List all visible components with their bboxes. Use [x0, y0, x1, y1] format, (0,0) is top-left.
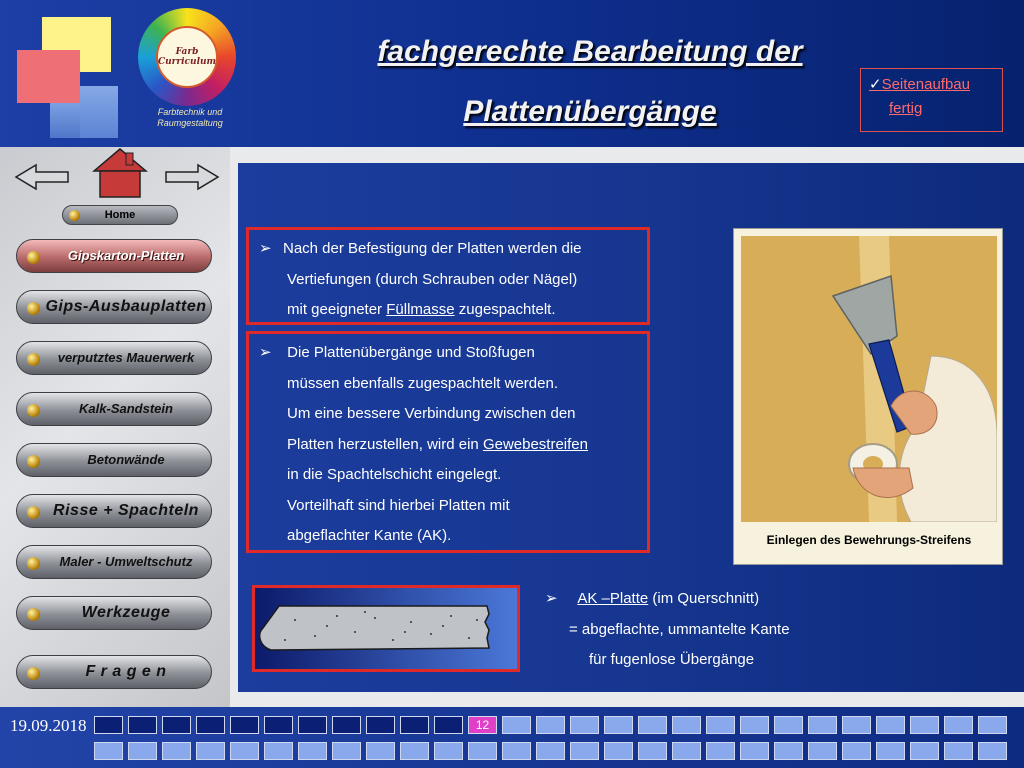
slide-thumb[interactable]	[808, 742, 837, 760]
slide-thumb[interactable]	[196, 742, 225, 760]
slide-thumb[interactable]	[502, 742, 531, 760]
bullet-dot-icon	[27, 404, 40, 417]
slide-thumb[interactable]	[876, 742, 905, 760]
forward-arrow-icon[interactable]	[164, 163, 220, 191]
slide-thumb[interactable]	[298, 716, 327, 734]
ak-line1-post: (im Querschnitt)	[648, 590, 760, 607]
slide-thumb[interactable]	[808, 716, 837, 734]
info-box-1	[246, 227, 650, 325]
slide-thumb[interactable]	[536, 716, 565, 734]
box2-line6: Vorteilhaft sind hierbei Platten mit	[287, 496, 510, 514]
slide-thumb[interactable]	[264, 742, 293, 760]
bullet-dot-icon	[27, 353, 40, 366]
slide-thumb[interactable]	[162, 716, 191, 734]
bullet-dot-icon	[69, 210, 80, 221]
slide-thumb[interactable]	[638, 742, 667, 760]
sidebar-item-label: Risse + Spachteln	[53, 502, 199, 519]
slide-thumb[interactable]	[332, 742, 361, 760]
slide-thumb[interactable]	[604, 716, 633, 734]
slide-thumb[interactable]	[672, 742, 701, 760]
photo-caption: Einlegen des Bewehrungs-Streifens	[766, 533, 972, 547]
decor-square-blue-2	[80, 86, 118, 138]
slide-thumb[interactable]	[842, 716, 871, 734]
slide-thumb[interactable]	[672, 716, 701, 734]
info-box-2	[246, 331, 650, 553]
slide-thumb[interactable]	[706, 716, 735, 734]
box2-line4-pre: Platten herzustellen, wird ein	[287, 435, 483, 453]
photo-frame	[733, 228, 1003, 565]
page-title-line1: fachgerechte Bearbeitung der	[377, 35, 803, 68]
sidebar-item-label: Werkzeuge	[81, 604, 171, 621]
ak-line2: = abgeflachte, ummantelte Kante	[569, 620, 790, 638]
sidebar-item-label: Gips-Ausbauplatten	[45, 298, 207, 315]
sidebar-item-kalk-sandstein[interactable]	[16, 392, 212, 426]
slide-thumb[interactable]	[434, 716, 463, 734]
logo-name-line2: Curriculum	[157, 57, 217, 67]
plate-cross-section-icon	[255, 588, 517, 669]
slide-thumb[interactable]	[740, 716, 769, 734]
slide-nav-row-2	[94, 742, 1007, 760]
arrow-bullet-icon: ➢	[545, 590, 558, 607]
slide-thumb[interactable]	[774, 716, 803, 734]
box2-line7: abgeflachter Kante (AK).	[287, 527, 452, 544]
ak-description	[545, 584, 790, 676]
slide-thumb[interactable]	[128, 742, 157, 760]
slide-thumb[interactable]	[468, 742, 497, 760]
box1-line2: Vertiefungen (durch Schrauben oder Nägel)	[287, 270, 578, 288]
bullet-dot-icon	[27, 557, 40, 570]
sidebar-item-verputztes-mauerwerk[interactable]	[16, 341, 212, 375]
footer	[0, 707, 1024, 768]
sidebar-item-label: Kalk-Sandstein	[79, 401, 173, 416]
photo-tape-application	[741, 236, 997, 522]
slide-thumb[interactable]	[944, 742, 973, 760]
sidebar-item-risse-spachteln[interactable]	[16, 494, 212, 528]
slide-date: 19.09.2018	[10, 716, 87, 735]
box2-line3: Um eine bessere Verbindung zwischen den	[287, 405, 576, 422]
logo-center	[156, 26, 218, 88]
slide-thumb[interactable]	[230, 716, 259, 734]
color-wheel-logo	[138, 8, 236, 106]
page-title	[310, 22, 870, 142]
logo-name-line1: Farb	[175, 47, 199, 57]
slide-thumb[interactable]	[94, 716, 123, 734]
sidebar	[0, 147, 230, 707]
slide-nav-row-1	[94, 716, 1007, 734]
header	[0, 0, 1024, 147]
slide-thumb[interactable]	[944, 716, 973, 734]
box1-line3-pre: mit geeigneter	[287, 301, 387, 318]
logo-caption-line2: Raumgestaltung	[157, 118, 223, 128]
status-text-2[interactable]: fertig	[889, 100, 923, 117]
slide-thumb[interactable]	[604, 742, 633, 760]
box2-line5: in die Spachtelschicht eingelegt.	[287, 466, 502, 483]
slide-thumb[interactable]	[162, 742, 191, 760]
slide-thumb[interactable]	[876, 716, 905, 734]
sidebar-item-label: F r a g e n	[85, 663, 167, 680]
arrow-bullet-icon: ➢	[259, 344, 272, 361]
slide-thumb[interactable]	[434, 742, 463, 760]
sidebar-item-label: Gipskarton-Platten	[67, 248, 185, 263]
box1-line1: Nach der Befestigung der Platten werden die	[283, 240, 582, 257]
home-button[interactable]	[62, 205, 178, 225]
gewebestreifen-link[interactable]: Gewebestreifen	[482, 435, 588, 453]
bullet-dot-icon	[27, 667, 40, 680]
sidebar-item-label: Betonwände	[87, 452, 165, 467]
slide-thumb[interactable]	[298, 742, 327, 760]
bullet-dot-icon	[27, 251, 40, 264]
status-line1[interactable]	[869, 73, 994, 97]
slide-thumb[interactable]	[502, 716, 531, 734]
slide-thumb[interactable]	[264, 716, 293, 734]
sidebar-item-gipskarton-platten[interactable]	[16, 239, 212, 273]
slide-thumb[interactable]	[332, 716, 361, 734]
fuellmasse-link[interactable]: Füllmasse	[386, 301, 455, 318]
slide-thumb[interactable]	[366, 716, 395, 734]
slide-thumb[interactable]	[536, 742, 565, 760]
slide-thumb[interactable]	[978, 716, 1007, 734]
home-house-icon[interactable]	[92, 147, 148, 199]
slide-thumb[interactable]	[570, 716, 599, 734]
logo-caption-line1: Farbtechnik und	[157, 107, 223, 117]
slide-thumb-current[interactable]: 12	[468, 716, 497, 734]
box2-line2: müssen ebenfalls zugespachtelt werden.	[287, 374, 558, 392]
bullet-dot-icon	[27, 506, 40, 519]
box1-line3-post: zugespachtelt.	[454, 301, 556, 318]
slide-thumb[interactable]	[740, 742, 769, 760]
slide-thumb[interactable]	[842, 742, 871, 760]
logo-caption	[140, 107, 240, 129]
slide-thumb[interactable]	[230, 742, 259, 760]
slide-thumb[interactable]	[366, 742, 395, 760]
slide-thumb[interactable]	[910, 742, 939, 760]
status-box[interactable]	[860, 68, 1003, 132]
sidebar-item-label: verputztes Mauerwerk	[57, 350, 195, 365]
check-icon: ✓	[869, 76, 882, 93]
slide-thumb[interactable]	[910, 716, 939, 734]
decor-square-red	[17, 50, 80, 103]
arrow-bullet-icon: ➢	[259, 240, 272, 257]
bullet-dot-icon	[27, 302, 40, 315]
slide-thumb[interactable]	[400, 716, 429, 734]
box2-line1: Die Plattenübergänge und Stoßfugen	[287, 344, 535, 361]
slide-thumb[interactable]	[706, 742, 735, 760]
bullet-dot-icon	[27, 608, 40, 621]
ak-plate-cross-section	[252, 585, 520, 672]
slide-thumb[interactable]	[638, 716, 667, 734]
sidebar-item-label: Maler - Umweltschutz	[59, 554, 193, 569]
slide-thumb[interactable]	[128, 716, 157, 734]
sidebar-item-werkzeuge[interactable]	[16, 596, 212, 630]
slide-thumb[interactable]	[400, 742, 429, 760]
status-text-1[interactable]: Seitenaufbau	[881, 76, 970, 93]
ak-platte-link[interactable]: AK –Platte	[577, 590, 649, 607]
slide-thumb[interactable]	[196, 716, 225, 734]
spatula-hand-illustration	[741, 236, 997, 522]
slide-thumb[interactable]	[774, 742, 803, 760]
sidebar-item-fragen[interactable]	[16, 655, 212, 689]
sidebar-item-gips-ausbauplatten[interactable]	[16, 290, 212, 324]
slide-thumb[interactable]	[570, 742, 599, 760]
bullet-dot-icon	[27, 455, 40, 468]
slide-thumb[interactable]	[978, 742, 1007, 760]
back-arrow-icon[interactable]	[14, 163, 70, 191]
page-title-line2: Plattenübergänge	[463, 95, 717, 128]
ak-line3: für fugenlose Übergänge	[589, 651, 755, 668]
slide-thumb[interactable]	[94, 742, 123, 760]
sidebar-item-maler-umweltschutz[interactable]	[16, 545, 212, 579]
home-button-label: Home	[104, 209, 136, 221]
sidebar-item-betonwaende[interactable]	[16, 443, 212, 477]
